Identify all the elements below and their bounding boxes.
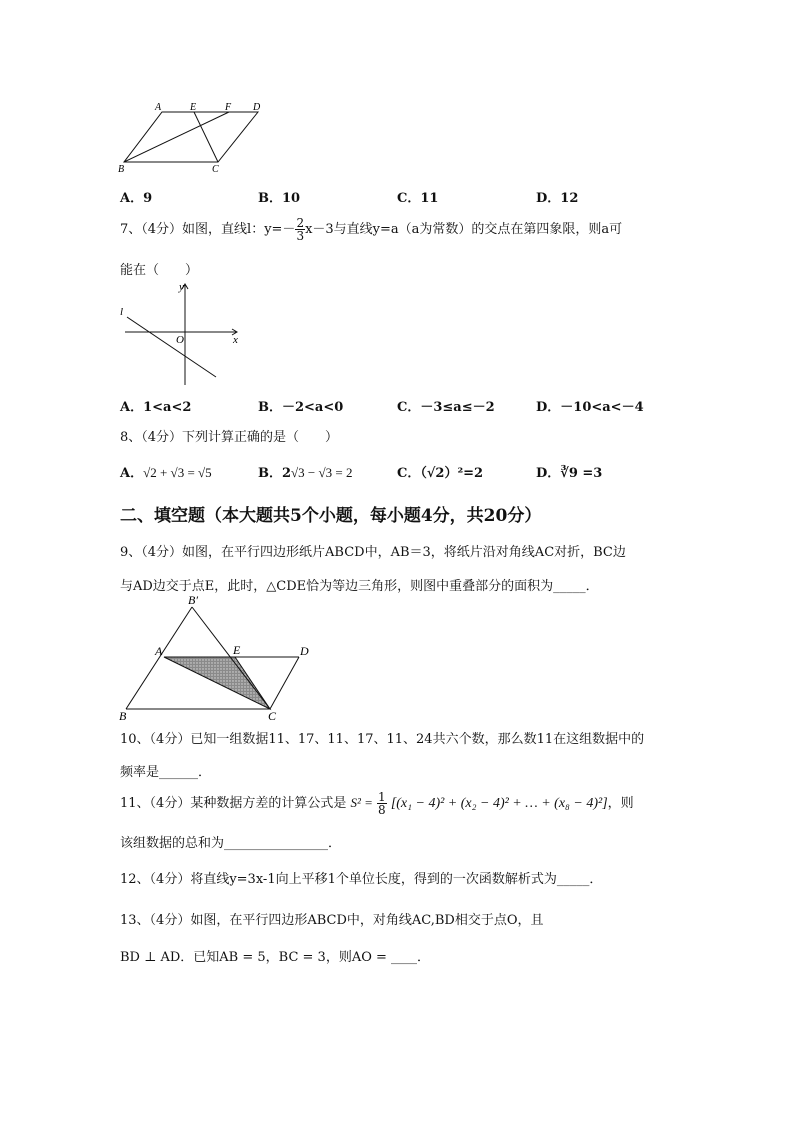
q8-option-c: C．（√2）²=2: [397, 466, 484, 481]
q8-option-a: A．√2 + √3 = √5: [120, 465, 212, 481]
q6-parallelogram-figure: [115, 100, 265, 178]
q13-line2: BD ⊥ AD．已知AB = 5，BC = 3，则AO = ____．: [120, 950, 431, 965]
section2-title: 二、填空题（本大题共5个小题，每小题4分，共20分）: [120, 506, 542, 526]
q6-option-d: D．12: [536, 191, 579, 206]
q7-label-o: O: [176, 334, 184, 346]
q7-stem-part1: 7、（4分）如图，直线l：y=－: [120, 222, 296, 237]
q9-line2: 与AD边交于点E，此时，△CDE恰为等边三角形，则图中重叠部分的面积为_____．: [120, 579, 599, 594]
q6-option-a: A．9: [120, 191, 153, 206]
q9-folded-parallelogram-figure: [115, 590, 320, 725]
q13-line1: 13、（4分）如图，在平行四边形ABCD中，对角线AC,BD相交于点O，且: [120, 913, 544, 928]
q11-tail: ，则: [607, 796, 634, 811]
q6-label-a: A: [155, 102, 162, 113]
q7-option-b: B．－2<a<0: [258, 400, 344, 415]
q7-fraction: $\frac{2}{3}$: [296, 216, 305, 243]
q9-label-e: E: [233, 643, 241, 657]
q6-label-b: B: [118, 164, 125, 175]
q9-label-c: C: [268, 709, 277, 723]
q11-lead: 11、（4分）某种数据方差的计算公式是: [120, 796, 347, 811]
q12-text: 12、（4分）将直线y=3x-1向上平移1个单位长度，得到的一次函数解析式为_____．: [120, 872, 603, 887]
q6-label-c: C: [212, 164, 219, 175]
q11-line2: 该组数据的总和为________________．: [120, 836, 342, 851]
q7-option-d: D．－10<a<－4: [536, 400, 644, 415]
q10-line1: 10、（4分）已知一组数据11、17、11、17、11、24共六个数，那么数11在这组数据中的: [120, 732, 645, 747]
q11-line1: [120, 783, 634, 824]
q6-label-d: D: [253, 102, 261, 113]
q7-coordinate-figure: [115, 280, 250, 390]
q7-label-x: x: [233, 334, 238, 346]
q11-fraction: $\frac{1}{8}$: [378, 790, 386, 817]
q9-line1: 9、（4分）如图，在平行四边形纸片ABCD中，AB＝3，将纸片沿对角线AC对折，BC边: [120, 545, 626, 560]
q6-option-c: C．11: [397, 191, 439, 206]
q9-label-b-prime: B′: [188, 593, 198, 607]
q11-formula-lhs: S² =: [350, 795, 373, 810]
q6-label-e: E: [190, 102, 197, 113]
q11-formula-rhs: [(x₁ − 4)² + (x₂ − 4)² + … + (x₈ − 4)²]: [390, 796, 608, 811]
q6-label-f: F: [225, 102, 232, 113]
q7-option-c: C．－3≤a≤－2: [397, 400, 495, 415]
q9-label-a: A: [155, 644, 163, 658]
q7-label-l: l: [120, 306, 124, 318]
q9-label-b: B: [119, 709, 127, 723]
q7-label-y: y: [179, 281, 184, 293]
q8-option-b: B．2√3 − √3 = 2: [258, 465, 353, 481]
q8-option-d: D．∛9 =3: [536, 466, 603, 481]
q7-option-a: A．1<a<2: [120, 400, 192, 415]
q7-stem-part2: x－3与直线y=a（a为常数）的交点在第四象限，则a可: [305, 222, 623, 237]
q9-label-d: D: [300, 644, 309, 658]
q6-option-b: B．10: [258, 191, 301, 206]
q8-stem: 8、（4分）下列计算正确的是（ ）: [120, 430, 339, 445]
q10-line2: 频率是______．: [120, 765, 212, 780]
q7-stem: [120, 212, 622, 248]
q7-stem-line2: 能在（ ）: [120, 263, 199, 278]
